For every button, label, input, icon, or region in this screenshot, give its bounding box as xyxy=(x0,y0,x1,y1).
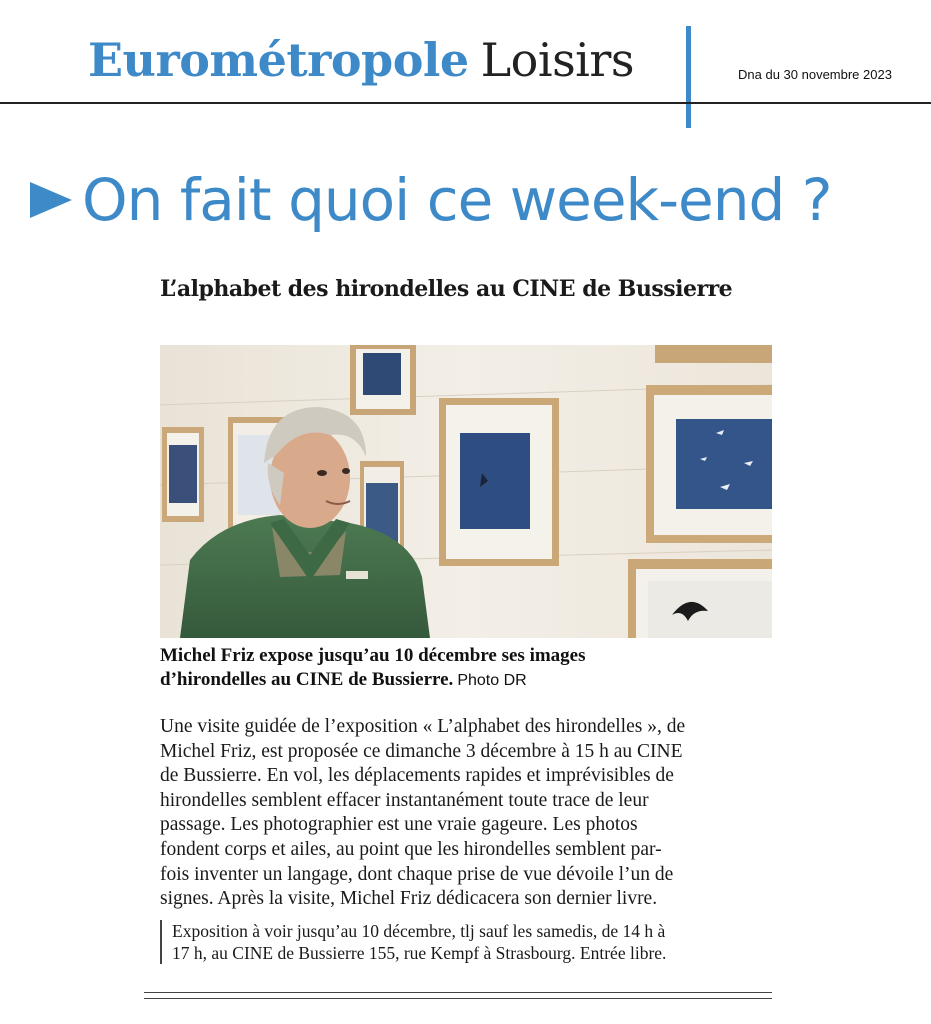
section-title xyxy=(88,30,634,90)
body-line: fondent corps et ailes, au point que les hirondelles semblent par- xyxy=(160,838,662,860)
article-headline: L’alphabet des hirondelles au CINE de Bussierre xyxy=(160,276,733,302)
section-name-loisirs: Loisirs xyxy=(480,33,634,87)
footer-rule xyxy=(144,998,772,999)
footer-rule xyxy=(144,992,772,993)
photo-caption xyxy=(160,644,760,693)
body-line: fois inventer un langage, dont chaque prise de vue dévoile l’un de xyxy=(160,863,674,885)
body-line: de Bussierre. En vol, les déplacements rapides et imprévisibles de xyxy=(160,765,674,787)
practical-info xyxy=(160,920,784,964)
caption-line-1: Michel Friz expose jusqu’au 10 décembre ses images xyxy=(160,645,586,666)
play-arrow-icon xyxy=(30,182,72,218)
body-line: signes. Après la visite, Michel Friz dédicacera son dernier livre. xyxy=(160,888,658,910)
article-body xyxy=(160,715,780,912)
kicker xyxy=(30,160,832,240)
body-line: Une visite guidée de l’exposition « L’alphabet des hirondelles », de xyxy=(160,716,686,737)
article-photo xyxy=(160,345,772,638)
info-line: 17 h, au CINE de Bussierre 155, rue Kempf à Strasbourg. Entrée libre. xyxy=(172,943,667,963)
publication-date: Dna du 30 novembre 2023 xyxy=(738,67,892,82)
masthead-divider xyxy=(686,26,691,128)
info-line: Exposition à voir jusqu’au 10 décembre, tlj sauf les samedis, de 14 h à xyxy=(172,921,666,941)
kicker-text: On fait quoi ce week-end ? xyxy=(82,166,832,234)
masthead xyxy=(0,0,931,130)
section-name-eurometropole: Eurométropole xyxy=(88,33,469,87)
body-line: Michel Friz, est proposée ce dimanche 3 décembre à 15 h au CINE xyxy=(160,740,683,762)
caption-line-2: d’hirondelles au CINE de Bussierre. xyxy=(160,669,454,690)
masthead-rule xyxy=(0,102,931,104)
body-line: hirondelles semblent effacer instantanément toute trace de leur xyxy=(160,789,649,811)
photo-credit: Photo DR xyxy=(457,672,527,689)
body-line: passage. Les photographier est une vraie gageure. Les photos xyxy=(160,814,638,836)
